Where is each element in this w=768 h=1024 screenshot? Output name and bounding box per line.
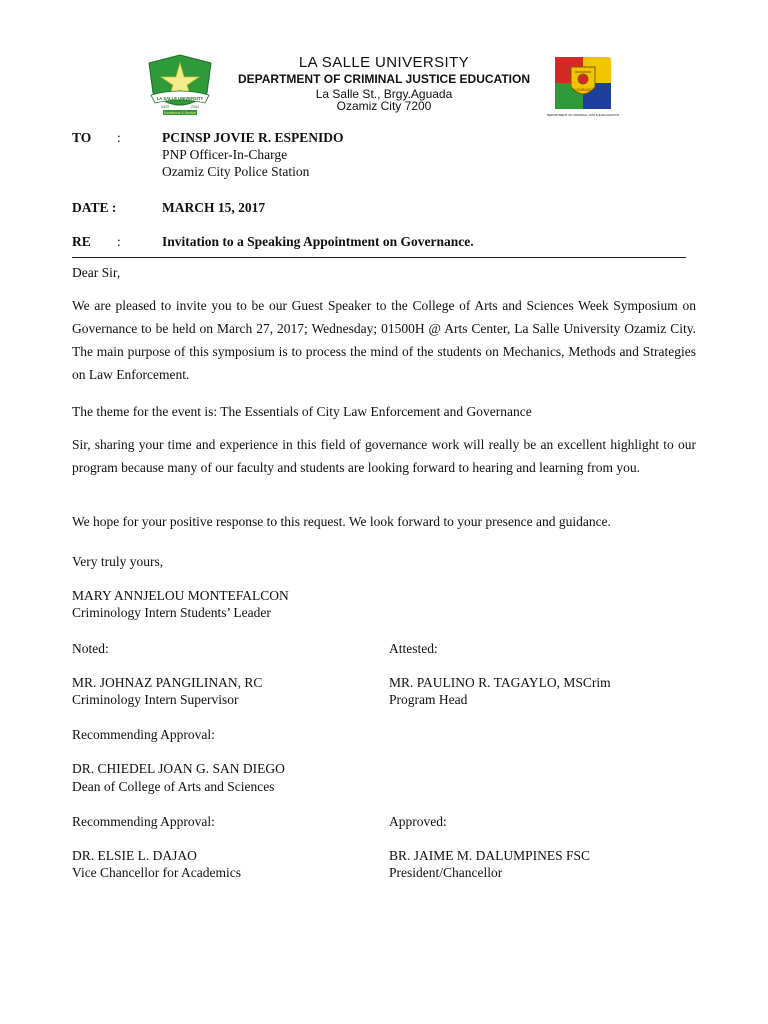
to-colon: : — [117, 130, 121, 145]
to-label: TO — [72, 130, 92, 145]
recipient-position: PNP Officer-In-Charge — [162, 147, 288, 162]
recommending-title-dean: Dean of College of Arts and Sciences — [72, 779, 275, 794]
recommending-name-dean: DR. CHIEDEL JOAN G. SAN DIEGO — [72, 761, 285, 776]
recipient-office: Ozamiz City Police Station — [162, 164, 310, 179]
recommending-approval-label-2: Recommending Approval: — [72, 814, 215, 829]
sender-title: Criminology Intern Students’ Leader — [72, 605, 271, 620]
re-label: RE — [72, 234, 91, 249]
recommending-approval-label: Recommending Approval: — [72, 727, 215, 742]
noted-title: Criminology Intern Supervisor — [72, 692, 239, 707]
recommending-title-vc: Vice Chancellor for Academics — [72, 865, 241, 880]
header-divider — [72, 257, 686, 258]
approved-name: BR. JAIME M. DALUMPINES FSC — [389, 848, 591, 863]
body-paragraph-request: Sir, sharing your time and experience in this field of governance work will really be an excellent highlight to our program because many of our faculty and students are looking forward to hearing and learning from you. — [72, 437, 696, 475]
department-logo-caption: DEPARTMENT OF CRIMINAL JUSTICE EDUCATION — [546, 113, 620, 117]
attested-title: Program Head — [389, 692, 468, 707]
recipient-name: PCINSP JOVIE R. ESPENIDO — [162, 130, 344, 145]
body-paragraph-closing: We hope for your positive response to this request. We look forward to your presence and guidance. — [72, 514, 611, 529]
approved-title: President/Chancellor — [389, 865, 503, 880]
re-colon: : — [117, 234, 121, 249]
date-label: DATE : — [72, 200, 117, 215]
attested-name: MR. PAULINO R. TAGAYLO, MSCrim — [389, 675, 611, 690]
shield-text: COURAGE — [574, 88, 592, 92]
logo-year-right: 2004 — [191, 105, 199, 109]
complimentary-close: Very truly yours, — [72, 554, 164, 569]
salutation: Dear Sir, — [72, 265, 121, 280]
recommending-name-vc: DR. ELSIE L. DAJAO — [72, 848, 197, 863]
body-paragraph-invitation: We are pleased to invite you to be our Guest Speaker to the College of Arts and Sciences Week Symposium on Governance to be held on March 27, 2017; Wednesday; 01500H @ Arts Center, La Salle University Ozamiz City. The main purpose of this symposium is to process the mind of the students on Mechanics, Methods and Strategies on Law Enforcement. — [72, 298, 696, 382]
date-value: MARCH 15, 2017 — [162, 200, 266, 215]
logo-year-left: 1929 — [161, 105, 169, 109]
noted-name: MR. JOHNAZ PANGILINAN, RC — [72, 675, 263, 690]
university-name: LA SALLE UNIVERSITY — [298, 54, 470, 71]
department-name: DEPARTMENT OF CRIMINAL JUSTICE EDUCATION — [237, 72, 530, 86]
noted-label: Noted: — [72, 641, 109, 656]
address-line: La Salle St., Brgy.Aguada — [315, 87, 453, 101]
body-paragraph-theme: The theme for the event is: The Essentials of City Law Enforcement and Governance — [72, 404, 532, 419]
logo-ribbon-text: LA SALLE UNIVERSITY — [156, 96, 204, 101]
city-line: Ozamiz City 7200 — [336, 99, 432, 113]
sender-name: MARY ANNJELOU MONTEFALCON — [72, 588, 289, 603]
attested-label: Attested: — [389, 641, 438, 656]
logo-motto: Excellence & Service — [164, 111, 196, 115]
subject-line: Invitation to a Speaking Appointment on Governance. — [162, 234, 474, 249]
approved-label: Approved: — [389, 814, 447, 829]
